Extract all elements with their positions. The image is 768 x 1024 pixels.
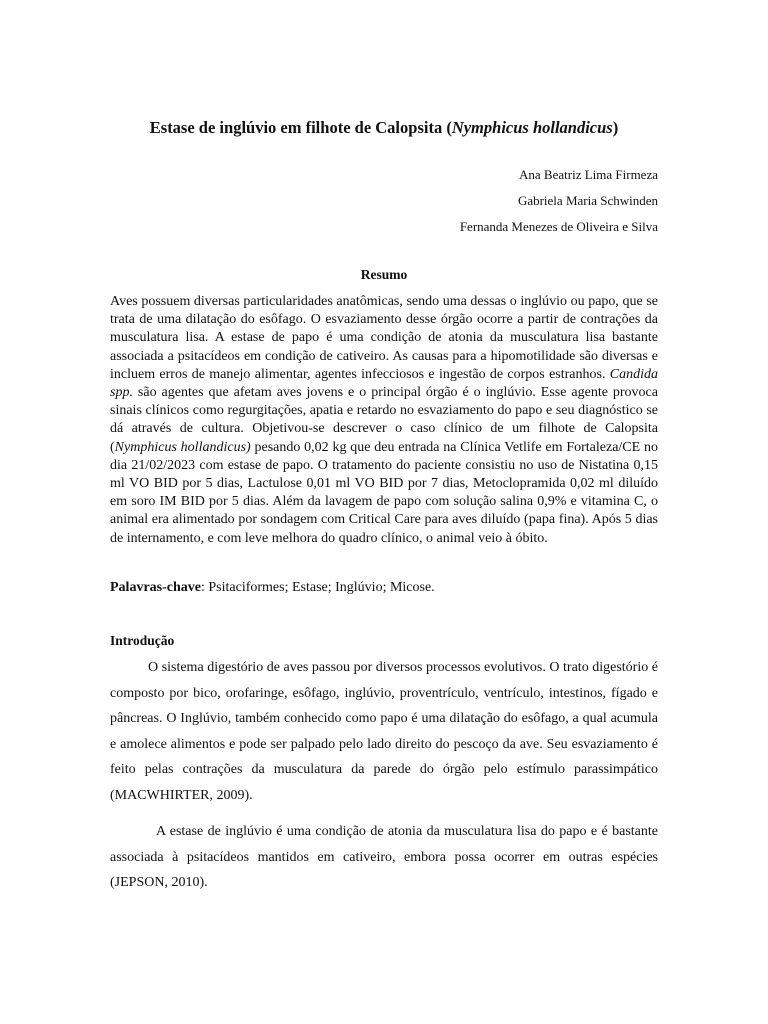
- title-species: Nymphicus hollandicus: [451, 118, 613, 137]
- author-name: Fernanda Menezes de Oliveira e Silva: [459, 219, 658, 234]
- abstract-species: Nymphicus hollandicus): [114, 439, 251, 455]
- abstract-candida: Candida spp.: [110, 366, 658, 401]
- introduction-paragraph-1: O sistema digestório de aves passou por diversos processos evolutivos. O trato digestório é composto por bico, orofaringe, esôfago, inglúvio, proventrículo, ventrículo, intestinos, fígado e pâncreas. O Inglúvio, também conhecido como papo é uma dilatação do esôfago, a qual acumula e amolece alimentos e pode ser palpado pelo lado direito do pescoço da ave. Seu esvaziamento é feito pelas contrações da musculatura da parede do órgão pelo estímulo parassimpático (MACWHIRTER, 2009).: [110, 660, 658, 803]
- abstract-text-part1: Aves possuem diversas particularidades anatômicas, sendo uma dessas o inglúvio ou papo, que se trata de uma dilatação do esôfago. O esvaziamento desse órgão ocorre a partir de contrações da musculatura lisa. A estase de papo é uma condição de atonia da musculatura lisa bastante associada a psitacídeos em condição de cativeiro. As causas para a hipomotilidade são diversas e incluem erros de manejo alimentar, agentes infecciosos e ingestão de corpos estranhos.: [110, 294, 658, 382]
- paper-title: [0, 117, 768, 139]
- abstract-heading: Resumo: [360, 267, 408, 282]
- keywords-text: : Psitaciformes; Estase; Inglúvio; Micose.: [200, 580, 435, 595]
- abstract-text-part3: pesando 0,02 kg que deu entrada na Clínica Vetlife em Fortaleza/CE no dia 21/02/2023 com estase de papo. O tratamento do paciente consistiu no uso de Nistatina 0,15 ml VO BID por 5 dias, Lactulose 0,01 ml VO BID por 7 dias, Metoclopramida 0,02 ml diluído em soro IM BID por 5 dias. Além da lavagem de papo com solução salina 0,9% e vitamina C, o animal era alimentado por sondagem com Critical Care para aves diluído (papa fina). Após 5 dias de internamento, e com leve melhora do quadro clínico, o animal veio à óbito.: [110, 439, 658, 546]
- introduction-paragraph-2: A estase de inglúvio é uma condição de atonia da musculatura lisa do papo e é bastante associada à psitacídeos mantidos em cativeiro, embora possa ocorrer em outras espécies (JEPSON, 2010).: [110, 824, 658, 891]
- abstract-body: [110, 293, 658, 548]
- abstract-text-part2: são agentes que afetam aves jovens e o principal órgão é o inglúvio. Esse agente provoca sinais clínicos como regurgitações, apatia e retardo no esvaziamento do papo e seu diagnóstico se dá através de cultura. Objetivou-se descrever o caso clínico de um filhote de Calopsita (: [110, 385, 658, 455]
- keywords: [110, 579, 658, 597]
- author-name: Gabriela Maria Schwinden: [517, 193, 658, 208]
- title-close: ): [612, 118, 619, 137]
- author-name: Ana Beatriz Lima Firmeza: [519, 167, 658, 182]
- keywords-label: Palavras-chave: [110, 580, 201, 595]
- author-list: [460, 162, 658, 240]
- abstract-paragraph: [110, 293, 658, 548]
- introduction-heading: Introdução: [110, 633, 175, 648]
- title-main: Estase de inglúvio em filhote de Calopsita (: [149, 118, 452, 137]
